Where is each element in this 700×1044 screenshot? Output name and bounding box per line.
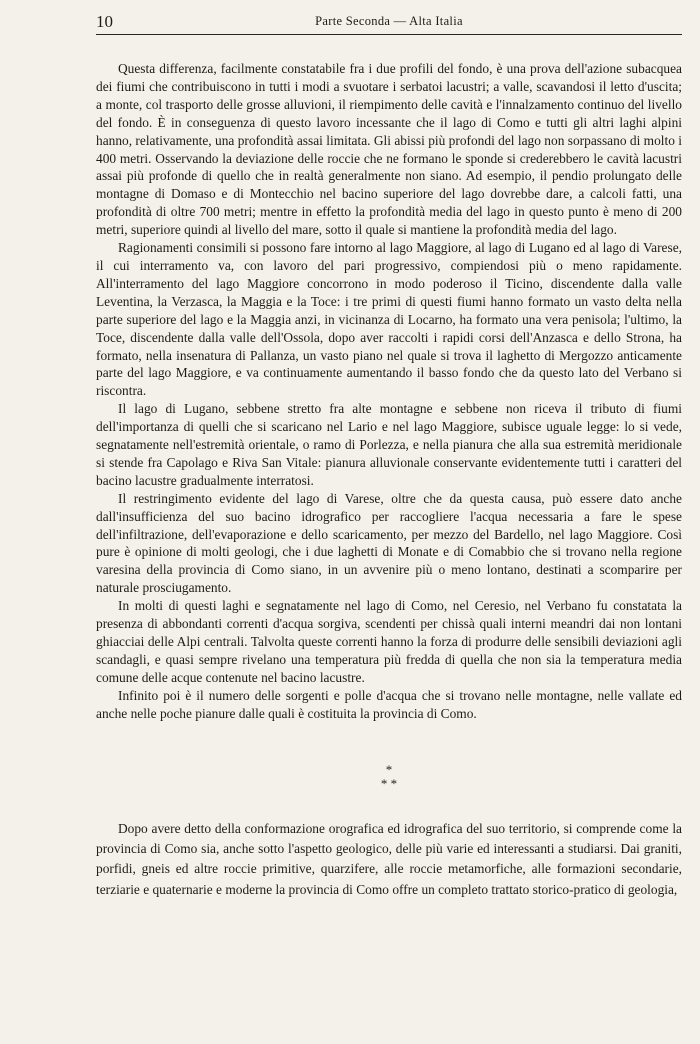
paragraph-correnti: In molti di questi laghi e segnatamente nel lago di Como, nel Ceresio, nel Verbano fu constatata la presenza di abbondanti correnti d'acqua sorgiva, scendenti per chissà quali interni meandri dai non lontani ghiacciai delle Alpi centrali. Talvolta queste correnti hanno la forza di produrre delle sensibili deviazioni agli scandagli, e quasi sempre rivelano una temperatura più fredda di quella che non sia la temperatura media comune delle acque contenute nel bacino lacustre. [96, 598, 682, 685]
paragraph-geologia: Dopo avere detto della conformazione orografica ed idrografica del suo territorio, si comprende come la provincia di Como sia, anche sotto l'aspetto geologico, delle più varie ed interessanti a studiarsi. Dai graniti, porfidi, gneis ed altre roccie primitive, quarzifere, alle roccie metamorfiche, alle formazioni secondarie, terziarie e quaternarie e moderne la provincia di Como offre un completo trattato storico-pratico di geologia, [96, 820, 682, 897]
page-number: 10 [96, 12, 113, 31]
page-header [96, 6, 682, 35]
section-separator [96, 763, 682, 791]
paragraph-lago-lugano: Il lago di Lugano, sebbene stretto fra alte montagne e sebbene non riceva il tributo di fiumi dell'importanza di quelli che si scaricano nel Lario e nel lago Maggiore, subisce uguale legge: lo si vede, segnatamente nell'estremità orientale, o ramo di Porlezza, e nella pianura che alla sua estremità meridionale si stende fra Capolago e Riva San Vitale: pianura alluvionale conservante evidentemente tutti i caratteri del bacino lacustre gradualmente interratosi. [96, 401, 682, 488]
separator-top-asterisk: * [385, 761, 393, 777]
page-body [96, 60, 682, 900]
running-title: Parte Seconda — Alta Italia [315, 14, 463, 28]
paragraph-lago-maggiore: Ragionamenti consimili si possono fare intorno al lago Maggiore, al lago di Lugano ed al lago di Varese, il cui interramento va, con lavoro del pari progressivo, compiendosi più o meno rapidamente. All'interramento del lago Maggiore concorrono in modo poderoso il Ticino, discendente dalla valle Leventina, la Verzasca, la Maggia e la Toce: i tre primi di questi fiumi hanno formato un vasto delta nella parte superiore del lago e la Maggia anzi, in vicinanza di Locarno, ha formato una vera penisola; l'ultimo, la Toce, discendente dalla valle dell'Ossola, dopo aver raccolti i rapidi corsi dell'Anzasca e dello Strona, ha formato, nella insenatura di Pallanza, un vasto piano nel quale si trova il laghetto di Mergozzo anticamente parte del lago Maggiore, e va continuamente aumentando il basso fondo che da questo lato del Verbano si riscontra. [96, 240, 682, 399]
paragraph-lake-depth: Questa differenza, facilmente constatabile fra i due profili del fondo, è una prova dell'azione subacquea dei fiumi che contribuiscono in tutti i modi a svuotare i serbatoi lacustri; a valle, scavandosi il letto d'uscita; a monte, col trasporto delle grosse alluvioni, il riempimento delle cavità e l'innalzamento continuo del livello del fondo. È in conseguenza di questo lavoro incessante che il lago di Como e tutti gli altri laghi alpini hanno, relativamente, una profondità assai limitata. Gli abissi più profondi del lago non sorpassano di molto i 400 metri. Osservando la deviazione delle roccie che ne formano le sponde si crederebbero le cavità lacustri assai più profonde di quello che in realtà generalmente non siano. Ad esempio, il pendio prolungato delle montagne di Domaso e di Montecchio nel bacino superiore del lago dovrebbe dare, a calcoli fatti, una profondità di oltre 700 metri; mentre in effetto la profondità media del lago in questo punto è meno di 200 metri, superiore quindi al livello del mare, sotto il quale si mantiene la profondità media del lago. [96, 61, 682, 238]
paragraph-lago-varese: Il restringimento evidente del lago di Varese, oltre che da questa causa, può essere dato anche dall'insufficienza del suo bacino idrografico per raccogliere l'acqua necessaria a fare le spese dell'infiltrazione, dell'evaporazione e dello scaricamento, per mezzo del Bardello, nel lago Maggiore. Così pure è opinione di molti geologi, che i due laghetti di Monate e di Comabbio che si trovano nella regione varesina della provincia di Como siano, in un avvenire più o meno lontano, destinati a scomparire per naturale prosciugamento. [96, 490, 682, 596]
paragraph-sorgenti: Infinito poi è il numero delle sorgenti e polle d'acqua che si trovano nelle montagne, nelle vallate ed anche nelle poche pianure dalle quali è costituita la provincia di Como. [96, 687, 682, 721]
separator-bottom-asterisks: * * [380, 775, 398, 791]
